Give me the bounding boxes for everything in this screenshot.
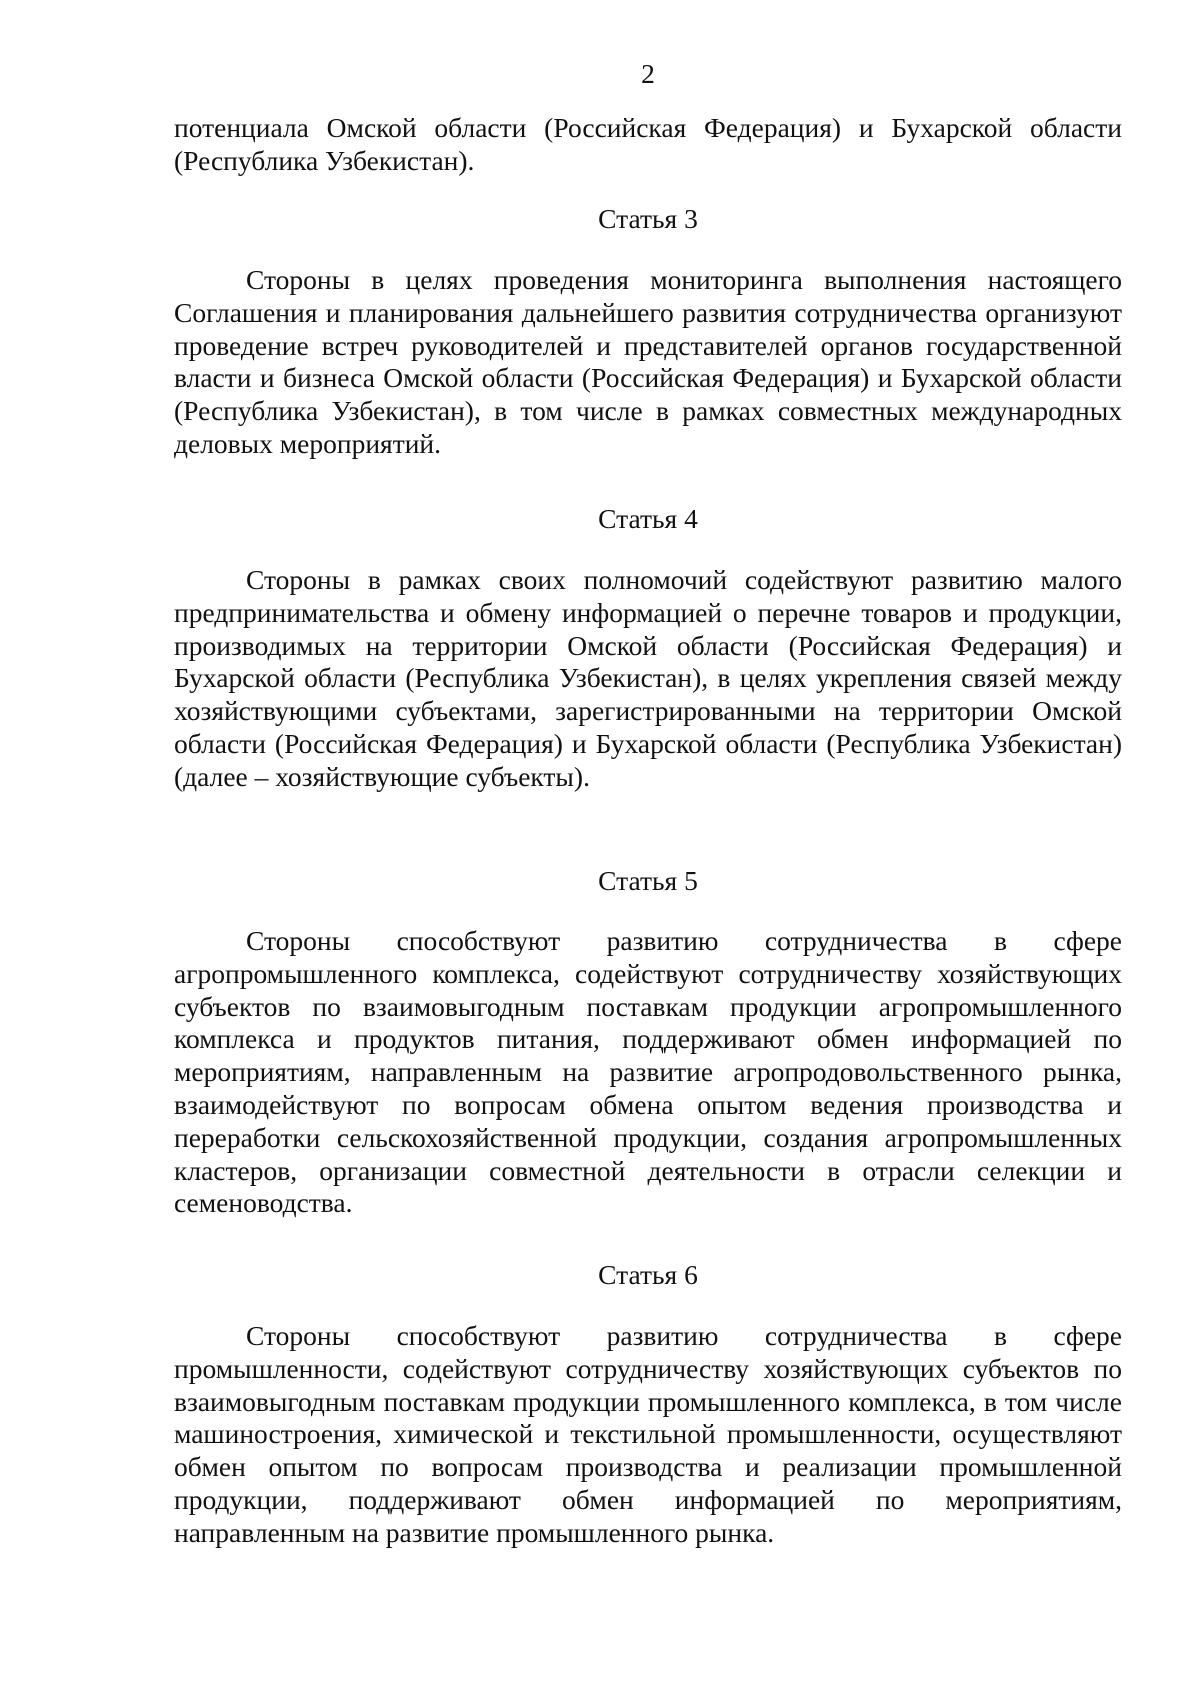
intro-paragraph: потенциала Омской области (Российская Федерация) и Бухарской области (Республика Узбекистан). bbox=[174, 112, 1122, 176]
article-6-body bbox=[174, 1320, 1122, 1550]
article-4-heading: Статья 4 bbox=[598, 503, 698, 534]
article-4-paragraph: Стороны в рамках своих полномочий содействуют развитию малого предпринимательства и обмену информацией о перечне товаров и продукции, производимых на территории Омской области (Российская Федерация) и Бухарской области (Республика Узбекистан), в целях укрепления связей между хозяйствующими субъектами, зарегистрированными на территории Омской области (Российская Федерация) и Бухарской области (Республика Узбекистан) (далее – хозяйствующие субъекты). bbox=[174, 564, 1122, 792]
article-5-heading: Статья 5 bbox=[598, 865, 698, 896]
intro-paragraph-block bbox=[174, 112, 1122, 178]
article-5-paragraph: Стороны способствуют развитию сотрудничества в сфере агропромышленного комплекса, содействуют сотрудничеству хозяйствующих субъектов по взаимовыгодным поставкам продукции агропромышленного комплекса и продуктов питания, поддерживают обмен информацией по мероприятиям, направленным на развитие агропродовольственного рынка, взаимодействуют по вопросам обмена опытом ведения производства и переработки сельскохозяйственной продукции, создания агропромышленных кластеров, организации совместной деятельности в отрасли селекции и семеноводства. bbox=[174, 925, 1122, 1219]
article-6-heading: Статья 6 bbox=[598, 1259, 698, 1290]
article-3-heading: Статья 3 bbox=[598, 203, 698, 234]
article-6-paragraph: Стороны способствуют развитию сотрудничества в сфере промышленности, содействуют сотрудничеству хозяйствующих субъектов по взаимовыгодным поставкам продукции промышленного комплекса, в том числе машиностроения, химической и текстильной промышленности, осуществляют обмен опытом по вопросам производства и реализации промышленной продукции, поддерживают обмен информацией по мероприятиям, направленным на развитие промышленного рынка. bbox=[174, 1320, 1122, 1548]
document-page bbox=[174, 0, 1122, 1697]
article-3-paragraph: Стороны в целях проведения мониторинга выполнения настоящего Соглашения и планирования дальнейшего развития сотрудничества организуют проведение встреч руководителей и представителей органов государственной власти и бизнеса Омской области (Российская Федерация) и Бухарской области (Республика Узбекистан), в том числе в рамках совместных международных деловых мероприятий. bbox=[174, 264, 1122, 459]
article-5-body bbox=[174, 925, 1122, 1220]
article-4-body bbox=[174, 564, 1122, 794]
article-3-body bbox=[174, 264, 1122, 461]
page-number: 2 bbox=[641, 58, 655, 89]
